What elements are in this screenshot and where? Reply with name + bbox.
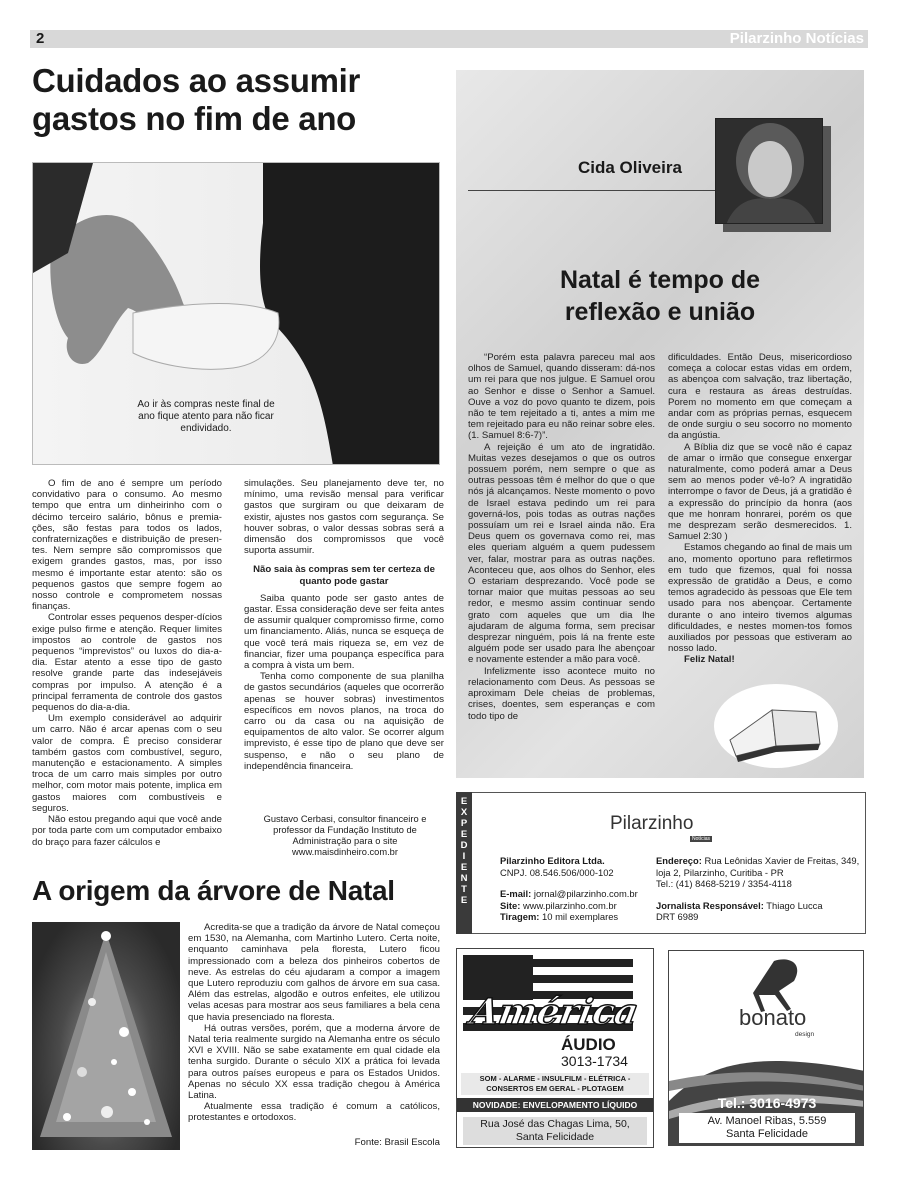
paragraph: Um exemplo considerável ao adquirir um carro. Não é arcar apenas com o seu valor de compra. É preciso considerar também gastos com combustível, seguro, manutenção e estacionamento. A simples troca de um carro mais simples por outro melhor, com motor mais potente, implica em gastos maiores com combustíveis e seguros. bbox=[32, 713, 222, 814]
paragraph: O fim de ano é sempre um período convidativo para o consumo. Ao mesmo tempo que entra um dinheirinho com o décimo terceiro salário, bônus e premia-ções, são festas para todos os lados, confraternizações e distribuição de presen-tes. Nem sempre são compromissos que exigem grandes gastos, mas, por isso mesmo é importante estar atento: são os pequenos gastos que sempre fogem ao nosso controle e comprometem nossas finanças. bbox=[32, 478, 222, 613]
article-subtitle: Não saia às compras sem ter certeza de quanto pode gastar bbox=[253, 564, 435, 587]
paragraph: Tenha como componente de sua planilha de gastos secundários (aqueles que ocorrerão apenas se houver sobras) investimentos específicos em novos planos, na troca do carro ou da casa ou na aquisição de equipamentos de alto valor. Se ocorrer algum imprevisto, é esse tipo de plano que deve ser suspenso, e não o seu plano de independência financeira. bbox=[244, 671, 444, 772]
author-underline bbox=[468, 190, 718, 191]
site-label: Site: bbox=[500, 899, 521, 911]
article-source: Fonte: Brasil Escola bbox=[354, 1137, 440, 1148]
author-portrait bbox=[715, 118, 823, 224]
paragraph: A rejeição é um ato de ingratidão. Muitas vezes desejamos o que os outros possuem porém, nem sempre o que as outras pessoas têm é melhor do que o que nós já alcançamos. Neste momento o povo de Israel estava pedindo um rei para governá-los, pois todas as outras nações possuíam um rei e Israel ainda não. Era Deus quem os governava como rei, mas eles queriam alguém a quem pudessem ver, falar, mostrar para as outras nações. Aconteceu que, aos olhos do Senhor, eles O estariam desprezando. Você pode se tornar maior que muitas pessoas ao seu redor, e mesmo assim continuar sendo grato com aqueles que um dia lhe ajudaram de alguma forma, sem precisar desprezar ninguém, pois lá na frente este alguém pode ser usado para lhe abençoar e novamente estender a mão para você. bbox=[468, 441, 655, 666]
journalist-label: Jornalista Responsável: bbox=[656, 899, 764, 911]
strip-letter: E bbox=[460, 829, 468, 840]
cnpj: CNPJ. 08.546.506/000-102 bbox=[500, 866, 614, 878]
column-text-2 bbox=[668, 352, 852, 666]
bonato-sub: design bbox=[795, 1031, 815, 1038]
column-author: Cida Oliveira bbox=[578, 158, 682, 177]
america-services: SOM - ALARME - INSULFILM - ELÉTRICA - CONSERTOS EM GERAL - PLOTAGEM bbox=[461, 1073, 649, 1095]
america-highlight: NOVIDADE: ENVELOPAMENTO LÍQUIDO bbox=[457, 1098, 653, 1112]
sign-off: Feliz Natal! bbox=[684, 654, 735, 666]
paragraph: Não estou pregando aqui que você ande por toda parte com um computador embaixo do braço para fazer cálculos e bbox=[32, 814, 222, 848]
photo-caption: Ao ir às compras neste final de ano fique atento para não ficar endividado. bbox=[137, 399, 275, 434]
expediente-vertical-label bbox=[456, 796, 472, 906]
phone-value: Tel.: (41) 8468-5219 / 3354-4118 bbox=[656, 878, 792, 890]
paragraph: Há outras versões, porém, que a moderna árvore de Natal teria realmente surgido na Alemanha entre os século XVI e XVIII. Não se sabe exatamente em qual cidade ela tenha surgido. Durante o século XIX a prática foi levada para outros países europeus e para os Estados Unidos. Apenas no século XX essa tradição chegou à América Latina. bbox=[188, 1022, 440, 1102]
page-number: 2 bbox=[36, 30, 45, 47]
strip-letter: E bbox=[460, 796, 468, 807]
america-address-line: Rua José das Chagas Lima, 50, bbox=[480, 1118, 630, 1130]
strip-letter: E bbox=[460, 895, 468, 906]
paragraph: Controlar esses pequenos desper-dícios exige pulso firme e atenção. Requer limites impostos ao controle de gastos nos pequenos “imprevistos” ou luxos do dia-a-dia. Estar atento a esse tipo de gasto resolve grande parte das indesejáveis compras por impulso. A atenção é a principal ferramenta de controle dos gastos pequenos do dia-a-dia. bbox=[32, 612, 222, 714]
email-label: E-mail: bbox=[500, 888, 532, 900]
strip-letter: T bbox=[461, 884, 467, 895]
column-text-1 bbox=[468, 352, 655, 722]
circulation-value: 10 mil exemplares bbox=[542, 911, 619, 923]
paragraph: A Bíblia diz que se você não é capaz de amar o irmão que consegue enxergar naturalmente, como poderá amar a Deus sem ao menos poder vê-lo? A ingratidão interrompe o favor de Deus, já a gratidão é a expressão do princípio da honra (aos que me honram honrarei, porém os que me desprezam serão desmerecidos. 1. Samuel 2:30 ) bbox=[668, 441, 852, 543]
christmas-tree-illustration bbox=[32, 922, 180, 1150]
bonato-brand: bonato bbox=[739, 1005, 807, 1030]
column-title: Natal é tempo de reflexão e união bbox=[559, 266, 761, 326]
pilarzinho-logo-sub: Notícias bbox=[692, 836, 711, 842]
strip-letter: I bbox=[462, 851, 466, 862]
america-brand: América bbox=[467, 991, 642, 1033]
paragraph: Acredita-se que a tradição da árvore de Natal começou em 1530, na Alemanha, com Martinho Lutero. Certa noite, enquanto caminhava pela floresta, Lutero ficou impressionado com a beleza dos pinheiros cobertos de neve. As estrelas do céu ajudaram a compor a imagem que Lutero reproduziu com galhos de árvore em sua casa. Além das estrelas, algodão e outros enfeites, ele utilizou velas acesas para mostrar aos seus familiares a bela cena que havia presenciado na floresta. bbox=[188, 922, 440, 1023]
article-title-arvore: A origem da árvore de Natal bbox=[32, 875, 395, 906]
article-arvore-text bbox=[188, 922, 440, 1124]
drt-value: DRT 6989 bbox=[656, 911, 699, 923]
journalist-value: Thiago Lucca bbox=[766, 899, 823, 911]
paragraph: Atualmente essa tradição é comum a católicos, protestantes e ortodoxos. bbox=[188, 1101, 440, 1124]
strip-letter: D bbox=[460, 840, 468, 851]
paragraph: “Porém esta palavra pareceu mal aos olhos de Samuel, quando disseram: dá-nos um rei para que nos julgue. E Samuel orou ao Senhor e disse o Senhor a Samuel. Ouve a voz do povo quanto te dizem, pois não te tem rejeitado a ti, antes a mim me tem rejeitado para eu não reinar sobre eles. (1. Samuel 8:6-7)”. bbox=[468, 352, 655, 442]
paragraph: Estamos chegando ao final de mais um ano, momento oportuno para refletirmos em tudo que fizemos, qual foi nossa expressão de gratidão a Deus, e como temos agradecido às pessoas que Ele tem usado para nos abençoar. Certamente durante o ano inteiro tivemos algumas dificuldades, e nestes momen-tos fomos auxiliados por pessoas que estiveram ao nosso lado. bbox=[668, 542, 852, 655]
paragraph: simulações. Seu planejamento deve ter, no mínimo, uma revisão mensal para verificar gastos que surgiram ou que deixaram de existir, ajustes nos gastos com segurança. Se houver sobras, o valor dessas sobras será a dimensão dos compromissos que você suporta assumir. bbox=[244, 478, 444, 557]
address-value: Rua Leônidas Xavier de Freitas, 349, loja 2, Pilarzinho, Curitiba - PR bbox=[656, 855, 860, 878]
paragraph: dificuldades. Então Deus, misericordioso começa a colocar estas vidas em ordem, as abençoa com salvação, traz libertação, cura e restaura as áreas destruídas. Porem no momento em que começam a andar com as próprias pernas, esquecem de onde surgiu o seu socorro no momento da angústia. bbox=[668, 352, 852, 442]
audio-label: ÁUDIO bbox=[561, 1035, 616, 1054]
christmas-tree-photo bbox=[32, 922, 180, 1150]
pilarzinho-logo: Pilarzinho bbox=[610, 813, 694, 834]
bonato-phone: Tel.: 3016-4973 bbox=[717, 1095, 817, 1111]
america-address bbox=[463, 1117, 647, 1145]
bonato-address-line: Av. Manoel Ribas, 5.559 bbox=[707, 1115, 827, 1127]
paragraph: Saiba quanto pode ser gasto antes de gastar. Essa consideração deve ser feita antes de assumir qualquer compromisso firme, como um financiamento. Aliás, nunca se esqueça de que você terá mais riqueza se, em vez de financiar, fizer uma poupança específica para a compra à vista um bem. bbox=[244, 592, 444, 672]
strip-letter: P bbox=[460, 818, 468, 829]
publication-name: Pilarzinho Notícias bbox=[729, 30, 864, 47]
expediente-left bbox=[500, 855, 650, 923]
strip-letter: N bbox=[460, 873, 468, 884]
america-phone: 3013-1734 bbox=[561, 1053, 628, 1069]
author-credit: Gustavo Cerbasi, consultor financeiro e professor da Fundação Instituto de Administração para o site www.maisdinheiro.com.br bbox=[263, 814, 427, 857]
ad-america-audio bbox=[456, 948, 654, 1148]
paragraph: Infelizmente isso acontece muito no relacionamento com Deus. As pessoas se aproximam Dele cheias de problemas, crises, doentes, sem esperanças e com todo tipo de bbox=[468, 665, 655, 722]
bonato-address bbox=[679, 1113, 855, 1143]
portrait-illustration bbox=[716, 119, 823, 224]
strip-letter: E bbox=[460, 862, 468, 873]
empty-pocket-photo bbox=[32, 162, 440, 465]
address-label: Endereço: bbox=[656, 855, 702, 866]
article-gastos-column-2 bbox=[244, 478, 444, 772]
email-value: jornal@pilarzinho.com.br bbox=[533, 888, 638, 900]
site-value: www.pilarzinho.com.br bbox=[522, 899, 617, 911]
strip-letter: X bbox=[460, 807, 468, 818]
bible-icon bbox=[712, 682, 840, 770]
bonato-address-line: Santa Felicidade bbox=[726, 1128, 808, 1140]
article-gastos-column-1 bbox=[32, 478, 222, 848]
circulation-label: Tiragem: bbox=[500, 911, 540, 923]
ad-bonato-design bbox=[668, 950, 864, 1146]
company-name: Pilarzinho Editora Ltda. bbox=[500, 855, 605, 866]
article-title-gastos: Cuidados ao assumir gastos no fim de ano bbox=[32, 62, 361, 137]
america-address-line: Santa Felicidade bbox=[515, 1131, 595, 1143]
expediente-right bbox=[656, 855, 861, 923]
